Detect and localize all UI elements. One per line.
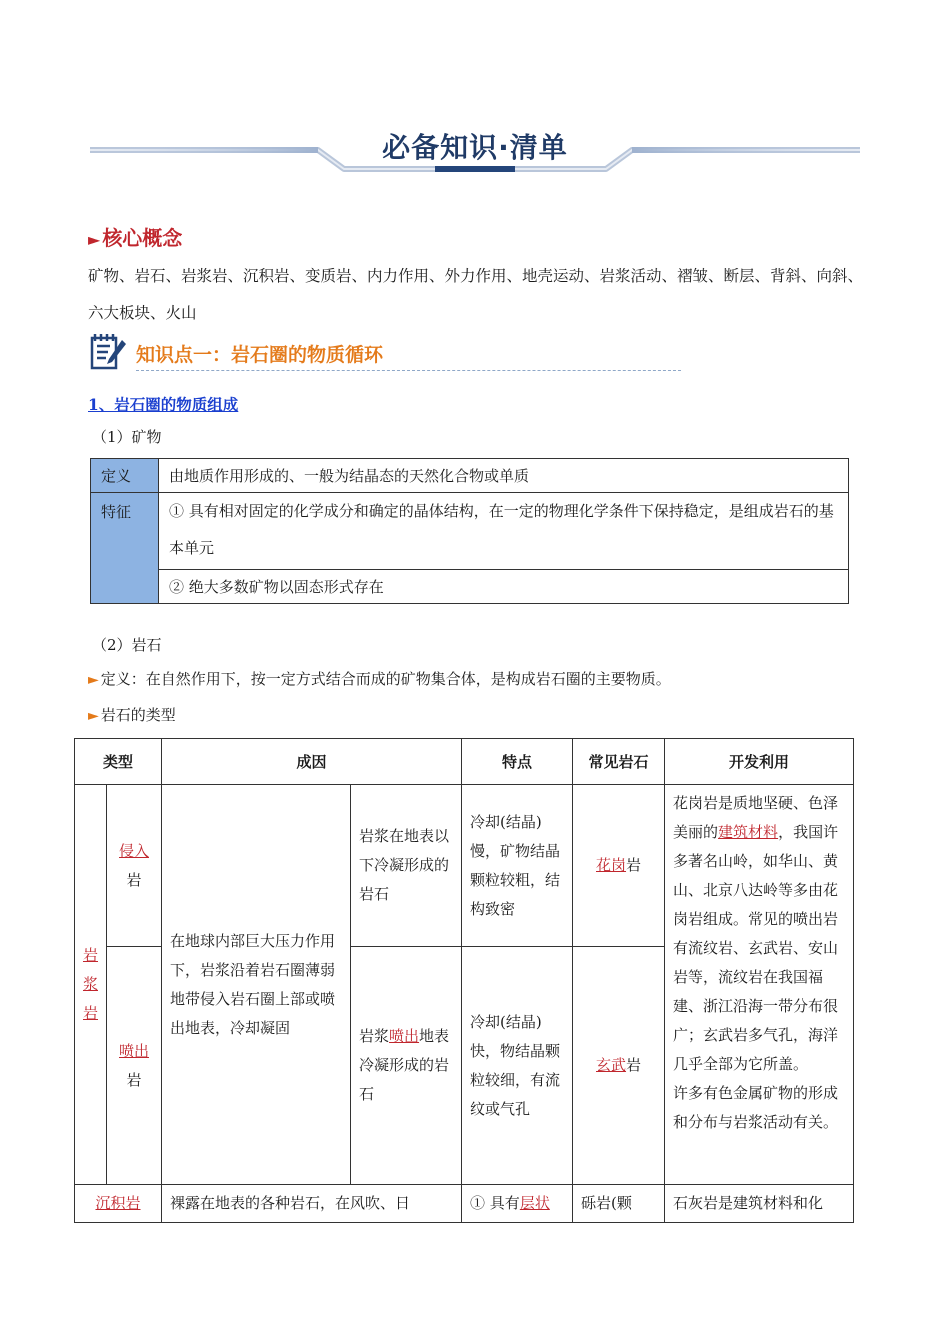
sedimentary-use: 石灰岩是建筑材料和化 (665, 1185, 854, 1223)
section-title: 1、岩石圈的物质组成 (88, 395, 239, 414)
table-cell: 由地质作用形成的、一般为结晶态的天然化合物或单质 (159, 459, 849, 493)
rock-types-table (74, 738, 854, 1223)
extrusive-common-rock: 玄武岩 (573, 947, 665, 1185)
table-row (91, 493, 849, 570)
section-banner (90, 120, 860, 180)
mineral-table (90, 458, 849, 604)
igneous-rock-name: 岩 浆 岩 (75, 785, 107, 1185)
sedimentary-feature: ① 具有层状 (462, 1185, 573, 1223)
igneous-cause: 在地球内部巨大压力作用下，岩浆沿着岩石圈薄弱地带侵入岩石圈上部或喷出地表，冷却凝固 (162, 785, 351, 1185)
extrusive-feature: 冷却(结晶)快，物结晶颗粒较细，有流纹或气孔 (462, 947, 573, 1185)
mineral-label: （1）矿物 (92, 428, 162, 446)
header-feature: 特点 (462, 739, 573, 785)
table-header-cell: 定义 (91, 459, 159, 493)
rock-label: （2）岩石 (92, 636, 162, 654)
table-cell: ① 具有相对固定的化学成分和确定的晶体结构，在一定的物理化学条件下保持稳定，是组成岩石的基本单元 (159, 493, 849, 570)
table-cell: ② 绝大多数矿物以固态形式存在 (159, 570, 849, 604)
sedimentary-common-rock: 砾岩(颗 (573, 1185, 665, 1223)
header-common-rock: 常见岩石 (573, 739, 665, 785)
table-row (75, 1185, 854, 1223)
table-row (91, 459, 849, 493)
intrusive-common-rock: 花岗岩 (573, 785, 665, 947)
triangle-right-icon: ► (88, 672, 99, 688)
triangle-right-icon: ► (88, 230, 101, 249)
sedimentary-cause: 裸露在地表的各种岩石，在风吹、日 (162, 1185, 462, 1223)
intrusive-feature: 冷却(结晶)慢，矿物结晶颗粒较粗，结构致密 (462, 785, 573, 947)
notepad-pencil-icon (88, 332, 128, 372)
knowledge-point-title: 知识点一：岩石圈的物质循环 (136, 344, 384, 366)
header-cause: 成因 (162, 739, 462, 785)
header-type: 类型 (75, 739, 162, 785)
intrusive-cause: 岩浆在地表以下冷凝形成的岩石 (351, 785, 462, 947)
rock-definition: ► 定义：在自然作用下，按一定方式结合而成的矿物集合体，是构成岩石圈的主要物质。 (88, 670, 671, 688)
core-concepts-text: 矿物、岩石、岩浆岩、沉积岩、变质岩、内力作用、外力作用、地壳运动、岩浆活动、褶皱、断层、背斜、向斜、六大板块、火山 (88, 267, 864, 322)
header-use: 开发利用 (665, 739, 854, 785)
core-concepts-heading: ► 核心概念 (88, 226, 183, 250)
table-header-cell: 特征 (91, 493, 159, 604)
table-row (75, 785, 854, 947)
extrusive-cause: 岩浆喷出地表冷凝形成的岩石 (351, 947, 462, 1185)
triangle-right-icon: ► (88, 708, 99, 724)
extrusive-rock-type: 喷出 岩 (107, 947, 162, 1185)
knowledge-point-heading (88, 332, 683, 376)
sedimentary-rock-name: 沉积岩 (75, 1185, 162, 1223)
table-header-row (75, 739, 854, 785)
intrusive-rock-type: 侵入 岩 (107, 785, 162, 947)
table-row (91, 570, 849, 604)
banner-title: 必备知识·清单 (382, 131, 568, 164)
igneous-use: 花岗岩是质地坚硬、色泽美丽的建筑材料，我国许多著名山岭，如华山、黄山、北京八达岭等多由花岗岩组成。常见的喷出岩有流纹岩、玄武岩、安山岩等，流纹岩在我国福建、浙江沿海一带分布很广；玄武岩多气孔，海洋几乎全部为它所盖。 许多有色金属矿物的形成和分布与岩浆活动有关。 (665, 785, 854, 1185)
rock-types-label: ► 岩石的类型 (88, 706, 176, 724)
dashed-divider (136, 370, 681, 371)
